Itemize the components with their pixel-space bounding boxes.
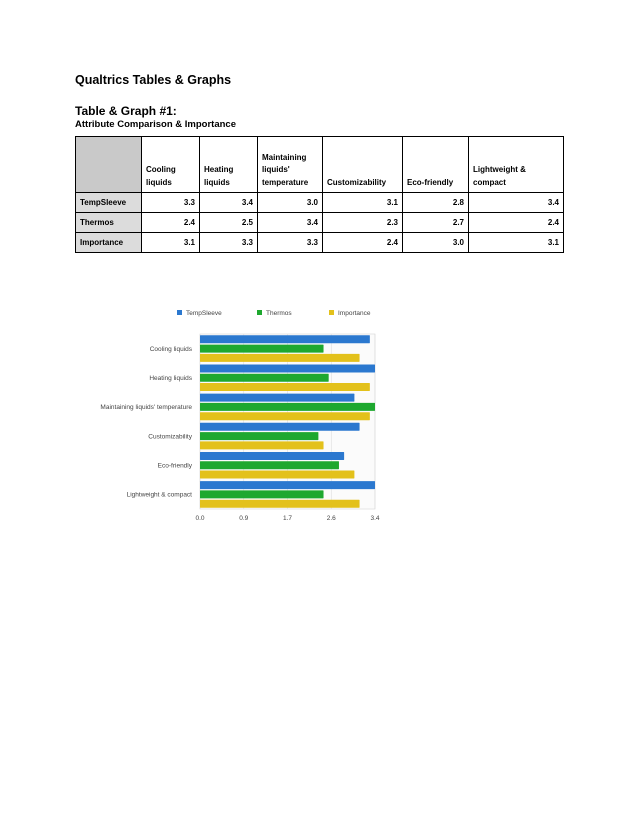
attribute-bar-chart	[85, 300, 385, 530]
legend-swatch	[177, 310, 182, 315]
bar	[200, 441, 324, 449]
legend-label: TempSleeve	[186, 310, 222, 317]
column-header: Eco-friendly	[403, 137, 469, 193]
bar	[200, 364, 375, 372]
column-header: Heating liquids	[200, 137, 258, 193]
bar	[200, 374, 329, 382]
table-cell: 2.4	[469, 213, 564, 233]
bar	[200, 354, 360, 362]
table-cell: 3.1	[469, 233, 564, 253]
x-tick-label: 0.0	[195, 515, 205, 522]
bar	[200, 423, 360, 431]
table-cell: 2.7	[403, 213, 469, 233]
column-header: Cooling liquids	[142, 137, 200, 193]
x-tick-label: 2.6	[326, 515, 336, 522]
table-cell: 2.3	[323, 213, 403, 233]
row-label: TempSleeve	[76, 193, 142, 213]
category-label: Maintaining liquids' temperature	[100, 404, 192, 412]
row-label: Thermos	[76, 213, 142, 233]
bar	[200, 345, 324, 353]
bar	[200, 335, 370, 343]
table-cell: 3.0	[403, 233, 469, 253]
bar	[200, 452, 344, 460]
document-title: Qualtrics Tables & Graphs	[75, 73, 232, 87]
table-cell: 3.3	[258, 233, 323, 253]
legend-swatch	[257, 310, 262, 315]
table-row	[76, 213, 564, 233]
category-label: Eco-friendly	[157, 462, 192, 470]
legend-label: Importance	[338, 310, 371, 317]
column-header: Customizability	[323, 137, 403, 193]
x-tick-label: 3.4	[370, 515, 380, 522]
legend-label: Thermos	[266, 310, 292, 317]
category-label: Lightweight & compact	[126, 491, 192, 499]
bar	[200, 500, 360, 508]
table-cell: 2.4	[142, 213, 200, 233]
table-cell: 3.4	[200, 193, 258, 213]
table-cell: 2.8	[403, 193, 469, 213]
table-row	[76, 233, 564, 253]
category-label: Customizability	[148, 433, 192, 441]
column-header: Maintaining liquids' temperature	[258, 137, 323, 193]
column-header: Lightweight & compact	[469, 137, 564, 193]
table-header-row	[76, 137, 564, 193]
table-cell: 3.0	[258, 193, 323, 213]
legend-swatch	[329, 310, 334, 315]
bar	[200, 471, 354, 479]
bar	[200, 383, 370, 391]
x-tick-label: 0.9	[239, 515, 249, 522]
bar	[200, 432, 318, 440]
table-row	[76, 193, 564, 213]
bar	[200, 412, 370, 420]
row-label: Importance	[76, 233, 142, 253]
table-cell: 3.3	[142, 193, 200, 213]
bar	[200, 403, 375, 411]
table-cell: 3.3	[200, 233, 258, 253]
bar	[200, 461, 339, 469]
x-tick-label: 1.7	[282, 515, 293, 522]
table-cell: 2.5	[200, 213, 258, 233]
category-label: Cooling liquids	[149, 345, 192, 353]
bar	[200, 481, 375, 489]
table-cell: 3.1	[142, 233, 200, 253]
table-cell: 3.4	[258, 213, 323, 233]
table-cell: 2.4	[323, 233, 403, 253]
section-subtitle: Table & Graph #1:	[75, 104, 177, 118]
category-label: Heating liquids	[149, 375, 192, 383]
table-cell: 3.1	[323, 193, 403, 213]
bar	[200, 394, 354, 402]
table-corner-cell	[76, 137, 142, 193]
table-caption: Attribute Comparison & Importance	[75, 119, 236, 130]
table-cell: 3.4	[469, 193, 564, 213]
bar	[200, 490, 324, 498]
attribute-table	[75, 136, 564, 253]
